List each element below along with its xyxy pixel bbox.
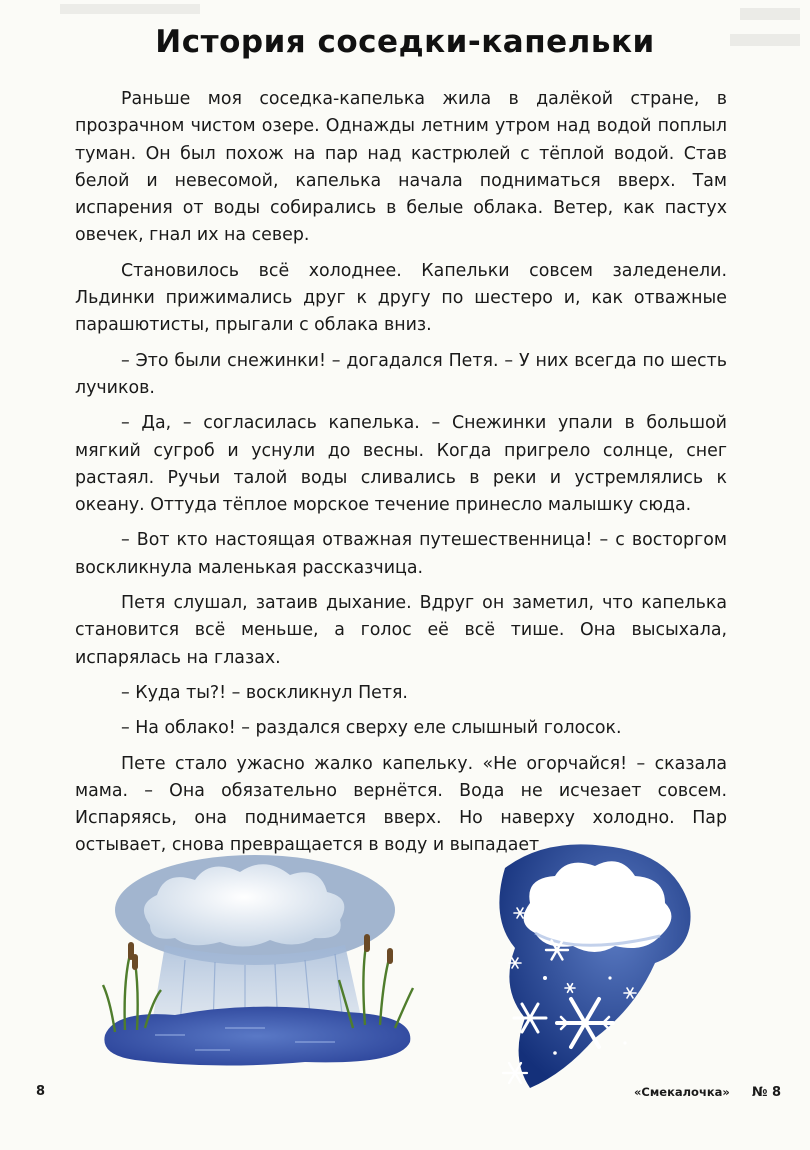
story-text <box>75 86 727 868</box>
magazine-name: «Смекалочка» <box>634 1085 730 1099</box>
paragraph: – Это были снежинки! – догадался Петя. – У них всегда по шесть лучиков. <box>75 350 727 398</box>
snow-cloud-illustration <box>485 838 695 1098</box>
page-number: 8 <box>36 1084 46 1099</box>
issue-number: № 8 <box>751 1085 782 1100</box>
paragraph: – Да, – согласилась капелька. – Снежинки упали в большой мягкий сугроб и уснули до весны. Когда пригрело солнце, снег растаял. Ручьи талой воды сливались в реки и устремлялись к океану. Оттуда тёплое морское течение принесло малышку сюда. <box>75 413 727 516</box>
paragraph: Пете стало ужасно жалко капельку. «Не огорчайся! – сказала мама. – Она обязательно вернётся. Вода не исчезает совсем. Испаряясь, она поднимается вверх. Но наверху холодно. Пар остывает, снова превращается в воду и выпадает <box>75 753 727 856</box>
paragraph: – Куда ты?! – воскликнул Петя. <box>121 682 408 703</box>
paragraph: – На облако! – раздался сверху еле слышный голосок. <box>121 718 622 739</box>
paragraph: Становилось всё холоднее. Капельки совсем заледенели. Льдинки прижимались друг к другу по шестеро и, как отважные парашютисты, прыгали с облака вниз. <box>75 260 727 336</box>
paragraph: Раньше моя соседка-капелька жила в далёкой стране, в прозрачном чистом озере. Однажды летним утром над водой поплыл туман. Он был похож на пар над кастрюлей с тёплой водой. Став белой и невесомой, капелька начала подниматься вверх. Там испарения от воды собирались в белые облака. Ветер, как пастух овечек, гнал их на север. <box>75 89 727 246</box>
page-title: История соседки-капельки <box>155 24 655 60</box>
paragraph: – Вот кто настоящая отважная путешественница! – с восторгом воскликнула маленькая рассказчица. <box>75 530 727 578</box>
magazine-footer <box>634 1085 781 1100</box>
lake-evaporation-illustration <box>95 850 425 1070</box>
paragraph: Петя слушал, затаив дыхание. Вдруг он заметил, что капелька становится всё меньше, а голос её всё тише. Она высыхала, испарялась на глазах. <box>75 593 727 668</box>
